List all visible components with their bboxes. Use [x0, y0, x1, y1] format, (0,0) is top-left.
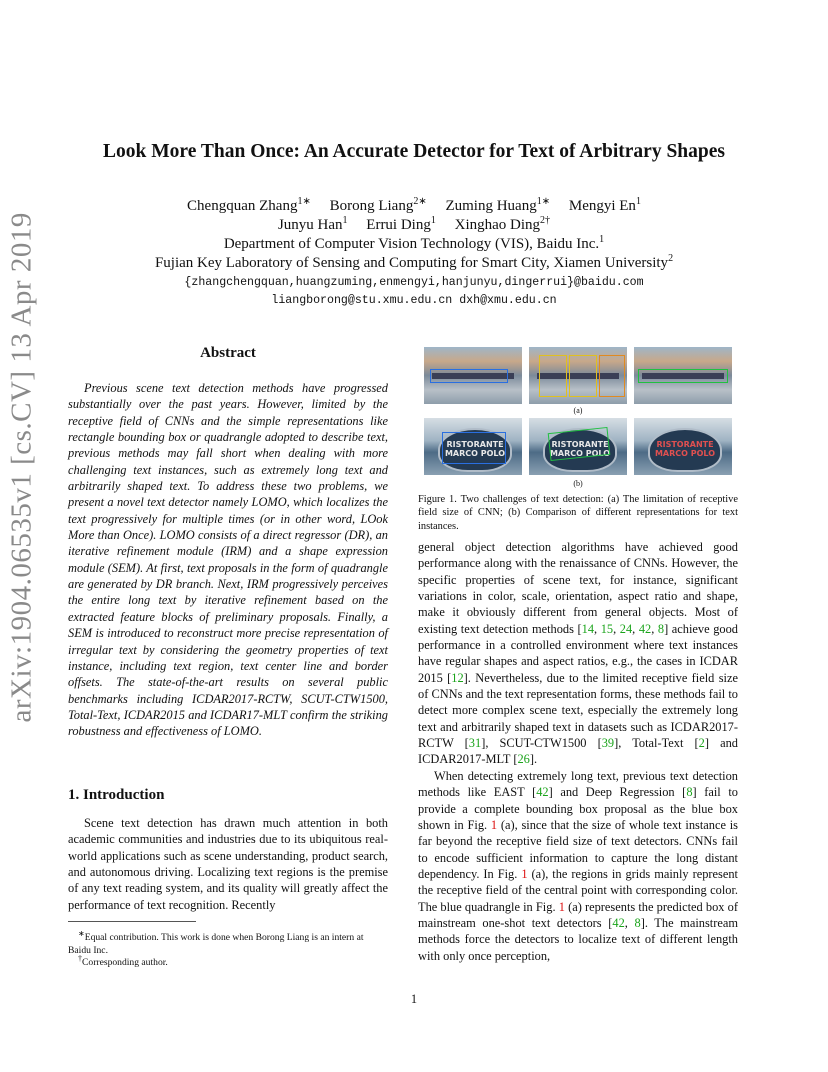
text-segment: ,: [613, 621, 620, 636]
figure-b-image-2: RISTORANTE MARCO POLO: [529, 418, 627, 475]
text-segment: general object detection algorithms have achieved good performance along with the renaissance of CNNs. However, the specific properties of scene text, for instance, significant variations in color, scale, orientation, aspect ratio and shape, make it obviously different from general objects. Most of existing text detection methods [: [418, 540, 738, 636]
text-segment: ,: [624, 915, 635, 930]
right-column-text: [418, 539, 738, 964]
text-segment: When detecting extremely long text, previous text detection methods like EAST [: [418, 768, 738, 800]
text-segment: ]. The mainstream methods force the detectors to localize text of different length with only once perception,: [418, 915, 738, 963]
text-segment: (a), the regions in grids mainly represent the receptive field of the central point with corresponding color. The blue quadrangle in Fig.: [418, 866, 738, 914]
citation-link[interactable]: 42: [612, 915, 625, 930]
text-segment: ], SCUT-CTW1500 [: [481, 736, 602, 751]
figure-row-a: [424, 347, 732, 404]
affiliation-2: Fujian Key Laboratory of Sensing and Computing for Smart City, Xiamen University$^2$: [154, 253, 674, 271]
citation-link[interactable]: 24: [619, 621, 633, 636]
citation-link[interactable]: 42: [536, 785, 549, 800]
paragraph-2: [418, 768, 738, 964]
citation-link[interactable]: 8: [686, 785, 693, 800]
figure-sublabel-a: (a): [573, 406, 583, 415]
figure-ref-link[interactable]: 1: [521, 866, 528, 881]
paragraph-1: [418, 539, 738, 768]
text-segment: ] and Deep Regression [: [548, 785, 687, 800]
footnote-2: †Corresponding author.: [78, 954, 168, 969]
affiliation-1: Department of Computer Vision Technology (VIS), Baidu Inc.$^1$: [223, 234, 605, 252]
citation-link[interactable]: 12: [451, 670, 464, 685]
abstract-text: Previous scene text detection methods have progressed substantially over the past years. However, limited by the receptive field of CNNs and the simple representations like rectangle bounding box or quadrangle adopted to describe text, previous methods may fall short when dealing with more challenging text instances, such as extremely long text and arbitrarily shaped text. To address these two problems, we present a novel text detector namely LOMO, which localizes the text progressively for multiple times (or in other word, LOok More than Once). LOMO consists of a direct regressor (DR), an iterative refinement module (IRM) and a shape expression module (SEM). At first, text proposals in the form of quadrangle are generated by DR branch. Next, IRM progressively perceives the entire long text by iterative refinement based on the extracted feature blocks of preliminary proposals. Finally, a SEM is introduced to reconstruct more precise representation of irregular text by considering the geometry properties of text instance, including text region, text center line and border offsets. The state-of-the-art results on several public benchmarks including ICDAR2017-RCTW, SCUT-CTW1500, Total-Text, ICDAR2015 and ICDAR17-MLT confirm the striking robustness and effectiveness of LOMO.: [68, 381, 388, 739]
text-segment: (a) represents the predicted box of mainstream one-shot text detectors [: [418, 899, 738, 930]
paper-title: Look More Than Once: An Accurate Detector for Text of Arbitrary Shapes: [103, 141, 725, 162]
figure-a-image-1: [424, 347, 522, 404]
email-line-2: liangborong@stu.xmu.edu.cn dxh@xmu.edu.cn: [271, 294, 557, 307]
text-segment: ]. Nevertheless, due to the limited receptive field size of CNNs and the text representation forms, these methods fail to detect more complex scene text, especially the extremely long text and arbitrarily shaped text in datasets such as ICDAR2017-RCTW [: [418, 670, 739, 751]
citation-link[interactable]: 31: [468, 736, 482, 751]
intro-heading: 1. Introduction: [68, 787, 165, 803]
figure-ref-link[interactable]: 1: [558, 899, 565, 914]
text-segment: ,: [632, 621, 639, 636]
text-segment: ].: [529, 752, 538, 767]
citation-link[interactable]: 42: [638, 621, 652, 636]
figure-a-image-3: [634, 347, 732, 404]
figure-row-b: [424, 418, 732, 475]
figure-ref-link[interactable]: 1: [490, 817, 498, 832]
figure-sublabel-b: (b): [573, 479, 583, 488]
author-line-1: Chengquan Zhang$^{1∗}$ Borong Liang$^{2∗}$ Zuming Huang$^{1∗}$ Mengyi En$^1$: [187, 196, 641, 214]
citation-link[interactable]: 39: [601, 736, 615, 751]
text-segment: ] achieve good performance in a controlled environment where text instances have regular shapes and aspect ratios, e.g., the cases in ICDAR 2015 [: [418, 621, 738, 685]
citation-link[interactable]: 2: [698, 736, 705, 751]
text-segment: ,: [651, 621, 658, 636]
email-line-1: {zhangchengquan,huangzuming,enmengyi,hanjunyu,dingerrui}@baidu.com: [184, 276, 644, 289]
figure-b-image-1: RISTORANTE MARCO POLO: [424, 418, 522, 475]
figure-caption: Figure 1. Two challenges of text detection: (a) The limitation of receptive field size of CNN; (b) Comparison of different representations for text instances.: [418, 494, 738, 532]
citation-link[interactable]: 8: [634, 915, 641, 930]
page-number: 1: [410, 992, 418, 1006]
citation-link[interactable]: 26: [517, 752, 530, 767]
text-segment: ], Total-Text [: [614, 736, 699, 751]
abstract-heading: Abstract: [200, 345, 256, 361]
text-segment: ,: [594, 621, 601, 636]
text-segment: ] and ICDAR2017-MLT [: [418, 736, 738, 767]
footnote-1: ∗Equal contribution. This work is done when Borong Liang is an intern at Baidu Inc.: [68, 929, 364, 956]
citation-link[interactable]: 14: [581, 621, 595, 636]
citation-link[interactable]: 15: [600, 621, 614, 636]
arxiv-stamp: arXiv:1904.06535v1 [cs.CV] 13 Apr 2019: [5, 212, 38, 723]
footnote-rule: [68, 921, 196, 922]
author-line-2: Junyu Han$^1$ Errui Ding$^1$ Xinghao Ding$^{2\dagger}$: [277, 215, 551, 233]
intro-text: Scene text detection has drawn much attention in both academic communities and industries due to its ubiquitous real-world applications such as scene understanding, product search, and autonomous driving. Localizing text regions is the premise of any text reading system, and its quality will greatly affect the performance of text recognition. Recently: [68, 816, 388, 912]
figure-b-image-3: RISTORANTE MARCO POLO: [634, 418, 732, 475]
figure-a-image-2: [529, 347, 627, 404]
text-segment: ] fail to provide a complete bounding box proposal as the blue box shown in Fig.: [418, 785, 738, 832]
citation-link[interactable]: 8: [657, 621, 665, 636]
text-segment: (a), since that the size of whole text instance is far beyond the receptive field size of text detectors. CNNs fail to encode sufficient information to capture the long distant dependency. In Fig.: [418, 817, 738, 881]
